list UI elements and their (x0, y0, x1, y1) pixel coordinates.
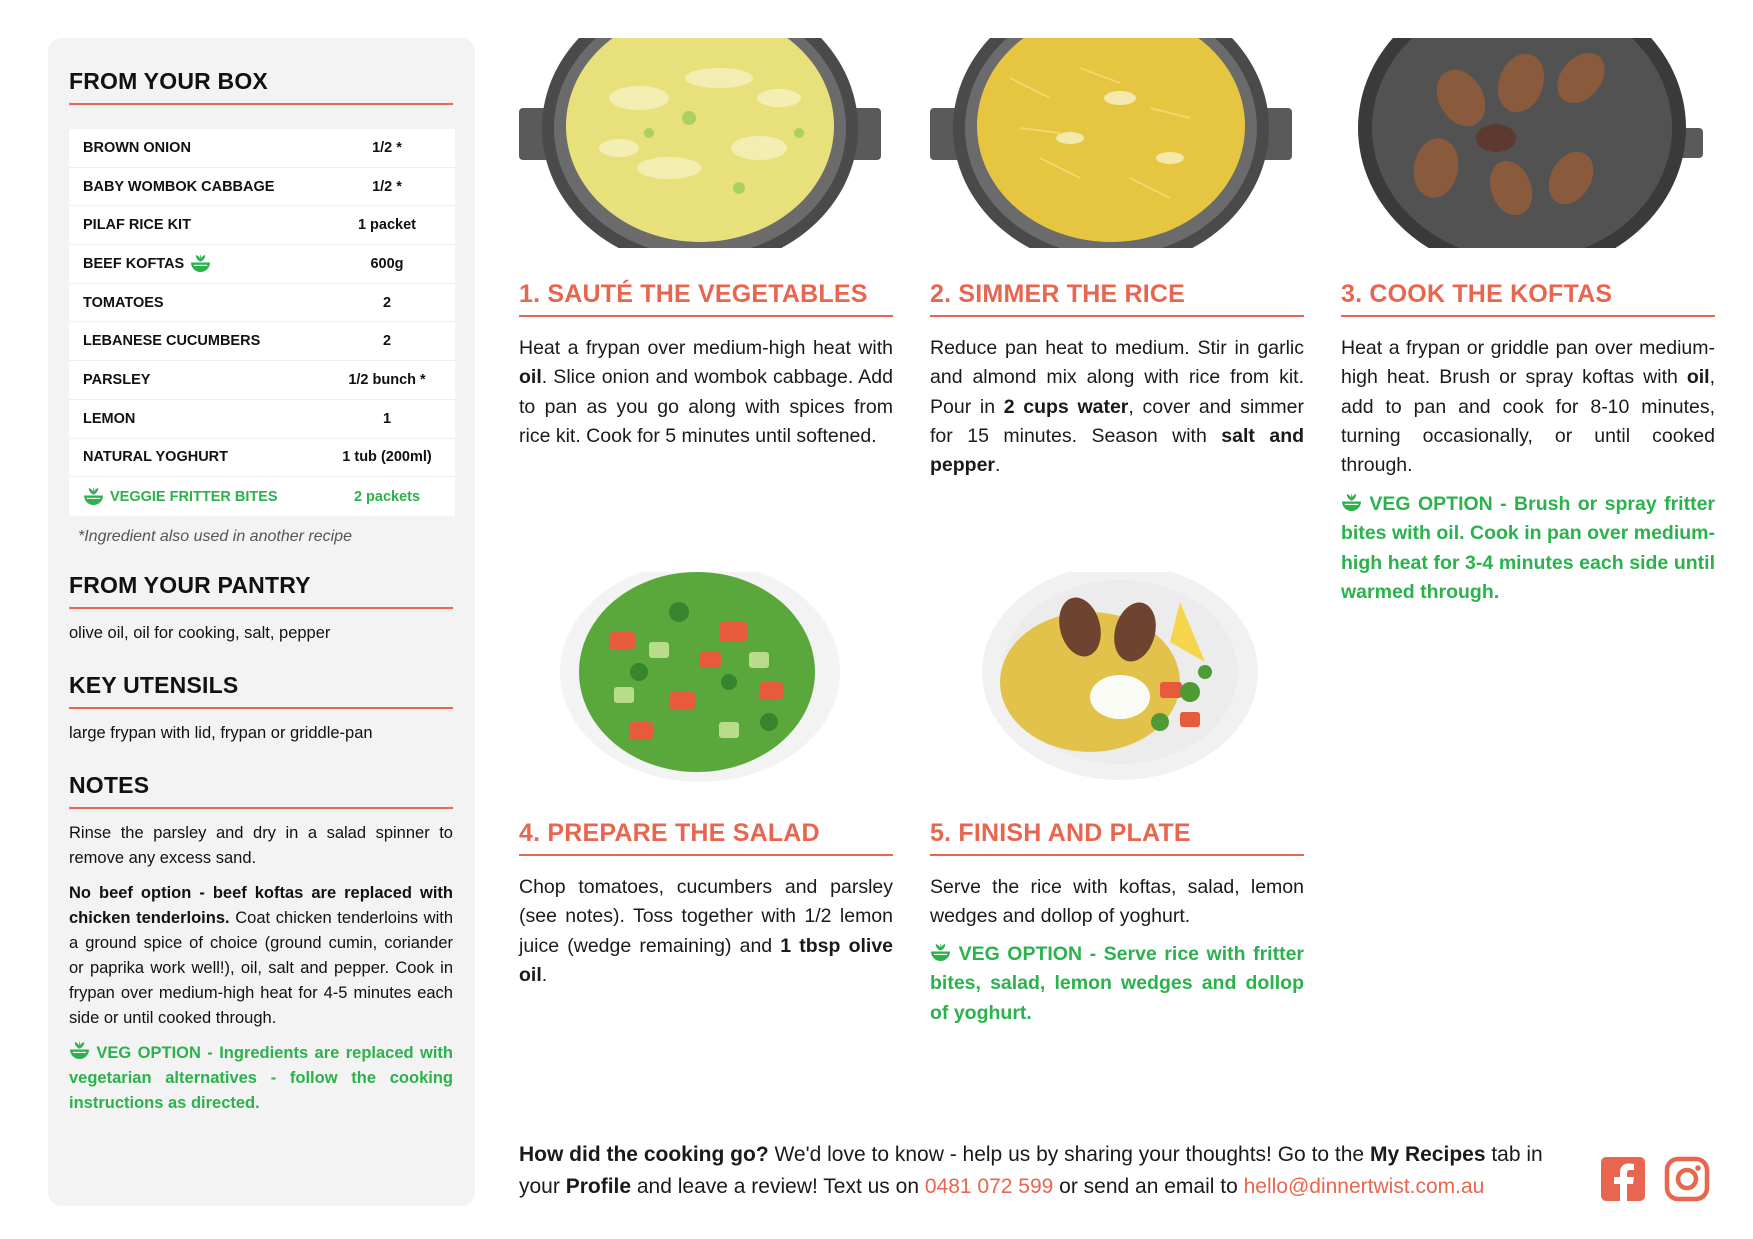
step-5-title: 5. FINISH AND PLATE (930, 819, 1304, 856)
step-veg-text: VEG OPTION - Brush or spray fritter bites with oil. Cook in pan over medium-high heat for 3-4 minutes each side until warmed through. (1341, 493, 1716, 603)
ingredient-qty: 1 (382, 410, 392, 427)
ingredient-name (69, 372, 319, 388)
ingredient-name-text: LEBANESE CUCUMBERS (83, 333, 261, 350)
pantry-section (69, 572, 453, 646)
ingredient-qty: 600g (370, 255, 404, 272)
ingredient-name-text: NATURAL YOGHURT (83, 449, 228, 466)
ingredient-row (69, 206, 455, 245)
ingredient-row (69, 322, 455, 361)
step-1-photo (519, 38, 881, 248)
notes-veg-text: VEG OPTION - Ingredients are replaced with vegetarian alternatives - follow the cooking instructions as directed. (69, 1043, 453, 1112)
step-1-title: 1. SAUTÉ THE VEGETABLES (519, 280, 893, 317)
footer-email-link[interactable]: hello@dinnertwist.com.au (1243, 1175, 1485, 1198)
step-5-veg-option (930, 940, 1304, 1028)
footer-profile: Profile (565, 1175, 632, 1198)
from-your-box-heading: FROM YOUR BOX (69, 68, 453, 105)
step-3-title: 3. COOK THE KOFTAS (1341, 280, 1715, 317)
step-text-bold: 1 tbsp olive oil (519, 934, 894, 986)
leaf-icon (83, 487, 104, 506)
footer-my-recipes: My Recipes (1369, 1143, 1486, 1166)
step-4-title: 4. PREPARE THE SALAD (519, 819, 893, 856)
notes-veg-option (69, 1041, 453, 1116)
step-text: . Slice onion and wombok cabbage. Add to pan as you go along with spices from rice kit. Cook for 5 minutes until softened. (519, 366, 893, 447)
step-veg-text: VEG OPTION - Serve rice with fritter bites, salad, lemon wedges and dollop of yoghurt. (930, 943, 1305, 1024)
ingredient-qty: 1 tub (200ml) (342, 449, 432, 466)
ingredient-row (69, 129, 455, 168)
step-4-body (519, 873, 893, 990)
utensils-section (69, 672, 453, 746)
ingredient-name (69, 179, 319, 195)
step-text: , cover and simmer for 15 minutes. Season with (930, 395, 1304, 447)
ingredient-name-text: BROWN ONION (83, 139, 191, 156)
ingredient-row (69, 361, 455, 400)
step-5-photo (930, 572, 1292, 782)
leaf-icon (190, 254, 211, 273)
step-2-photo (930, 38, 1292, 248)
review-footer (519, 1139, 1579, 1203)
ingredient-name-text: VEGGIE FRITTER BITES (110, 488, 278, 505)
footer-text: or send an email to (1053, 1175, 1244, 1198)
step-text-bold: salt and pepper (930, 424, 1305, 477)
instagram-icon[interactable] (1664, 1156, 1710, 1202)
utensils-heading: KEY UTENSILS (69, 672, 453, 709)
step-text: . (995, 454, 1001, 477)
ingredient-name-text: BEEF KOFTAS (83, 255, 185, 272)
ingredient-qty: 1/2 bunch * (348, 371, 426, 388)
notes-paragraph (69, 881, 453, 1031)
ingredient-table (69, 129, 455, 516)
ingredient-qty: 2 packets (353, 488, 421, 505)
ingredient-name (69, 333, 319, 349)
ingredient-row-veg (69, 477, 455, 516)
footer-text: We'd love to know - help us by sharing your thoughts! Go to the (768, 1143, 1370, 1166)
ingredient-row (69, 284, 455, 323)
step-text: Heat a frypan over medium-high heat with (519, 337, 893, 359)
utensils-text: large frypan with lid, frypan or griddle-pan (69, 723, 373, 742)
ingredient-name-text: PARSLEY (83, 371, 151, 388)
step-2-title: 2. SIMMER THE RICE (930, 280, 1304, 317)
ingredient-qty: 1/2 * (372, 178, 402, 195)
ingredient-row (69, 439, 455, 478)
ingredient-name-text: LEMON (83, 410, 136, 427)
footer-question: How did the cooking go? (519, 1143, 769, 1166)
ingredient-name (69, 487, 319, 506)
facebook-icon[interactable] (1600, 1156, 1646, 1202)
ingredient-qty: 1 packet (357, 217, 417, 234)
step-5-body: Serve the rice with koftas, salad, lemon wedges and dollop of yoghurt. (930, 876, 1304, 928)
ingredient-row (69, 400, 455, 439)
ingredient-name (69, 295, 319, 311)
step-text: , add to pan and cook for 8-10 minutes, turning occasionally, or until cooked through. (1341, 366, 1715, 477)
step-4-photo (519, 572, 881, 782)
step-text-bold: oil (1686, 366, 1710, 389)
footer-text: tab in your (519, 1143, 1543, 1198)
ingredient-name-text: PILAF RICE KIT (83, 217, 191, 234)
notes-paragraph: Rinse the parsley and dry in a salad spinner to remove any excess sand. (69, 823, 453, 867)
ingredients-sidebar (48, 38, 475, 1206)
leaf-icon (1341, 493, 1362, 512)
notes-bold: No beef option - beef koftas are replaced with chicken tenderloins. (69, 883, 453, 927)
ingredient-qty: 1/2 * (372, 139, 402, 156)
leaf-icon (69, 1041, 90, 1060)
footer-text: and leave a review! Text us on (631, 1175, 925, 1198)
ingredient-name-text: BABY WOMBOK CABBAGE (83, 178, 275, 195)
ingredient-name (69, 217, 319, 233)
footer-phone-link[interactable]: 0481 072 599 (924, 1175, 1054, 1198)
ingredient-name (69, 254, 319, 273)
step-3-photo (1341, 38, 1703, 248)
leaf-icon (930, 943, 951, 962)
notes-text: Coat chicken tenderloins with a ground spice of choice (ground cumin, coriander or paprika work well!), oil, salt and pepper. Cook in frypan over medium-high heat for 4-5 minutes each side or until cooked through. (69, 908, 454, 1027)
ingredient-name-text: TOMATOES (83, 294, 164, 311)
ingredient-qty: 2 (382, 294, 392, 311)
step-text-bold: oil (519, 366, 542, 389)
pantry-text: olive oil, oil for cooking, salt, pepper (69, 623, 331, 642)
ingredient-name (69, 411, 319, 427)
ingredient-row (69, 245, 455, 284)
step-text: Heat a frypan or griddle pan over medium-high heat. Brush or spray koftas with (1341, 337, 1715, 389)
notes-section (69, 772, 453, 1116)
step-text-bold: 2 cups water (1003, 395, 1129, 418)
ingredient-name (69, 449, 319, 465)
step-text: Chop tomatoes, cucumbers and parsley (see notes). Toss together with 1/2 lemon juice (wedge remaining) and (519, 876, 893, 957)
ingredient-qty: 2 (382, 333, 392, 350)
step-3-veg-option (1341, 490, 1715, 607)
step-2-body (930, 334, 1304, 480)
step-3-body (1341, 334, 1715, 480)
step-text: . (541, 963, 548, 986)
step-1-body (519, 334, 893, 451)
ingredient-footnote: *Ingredient also used in another recipe (78, 527, 352, 545)
pantry-heading: FROM YOUR PANTRY (69, 572, 453, 609)
ingredient-name (69, 140, 319, 156)
ingredient-row (69, 168, 455, 207)
notes-heading: NOTES (69, 772, 453, 809)
step-text: Reduce pan heat to medium. Stir in garlic and almond mix along with rice from kit. Pour in (930, 337, 1304, 418)
